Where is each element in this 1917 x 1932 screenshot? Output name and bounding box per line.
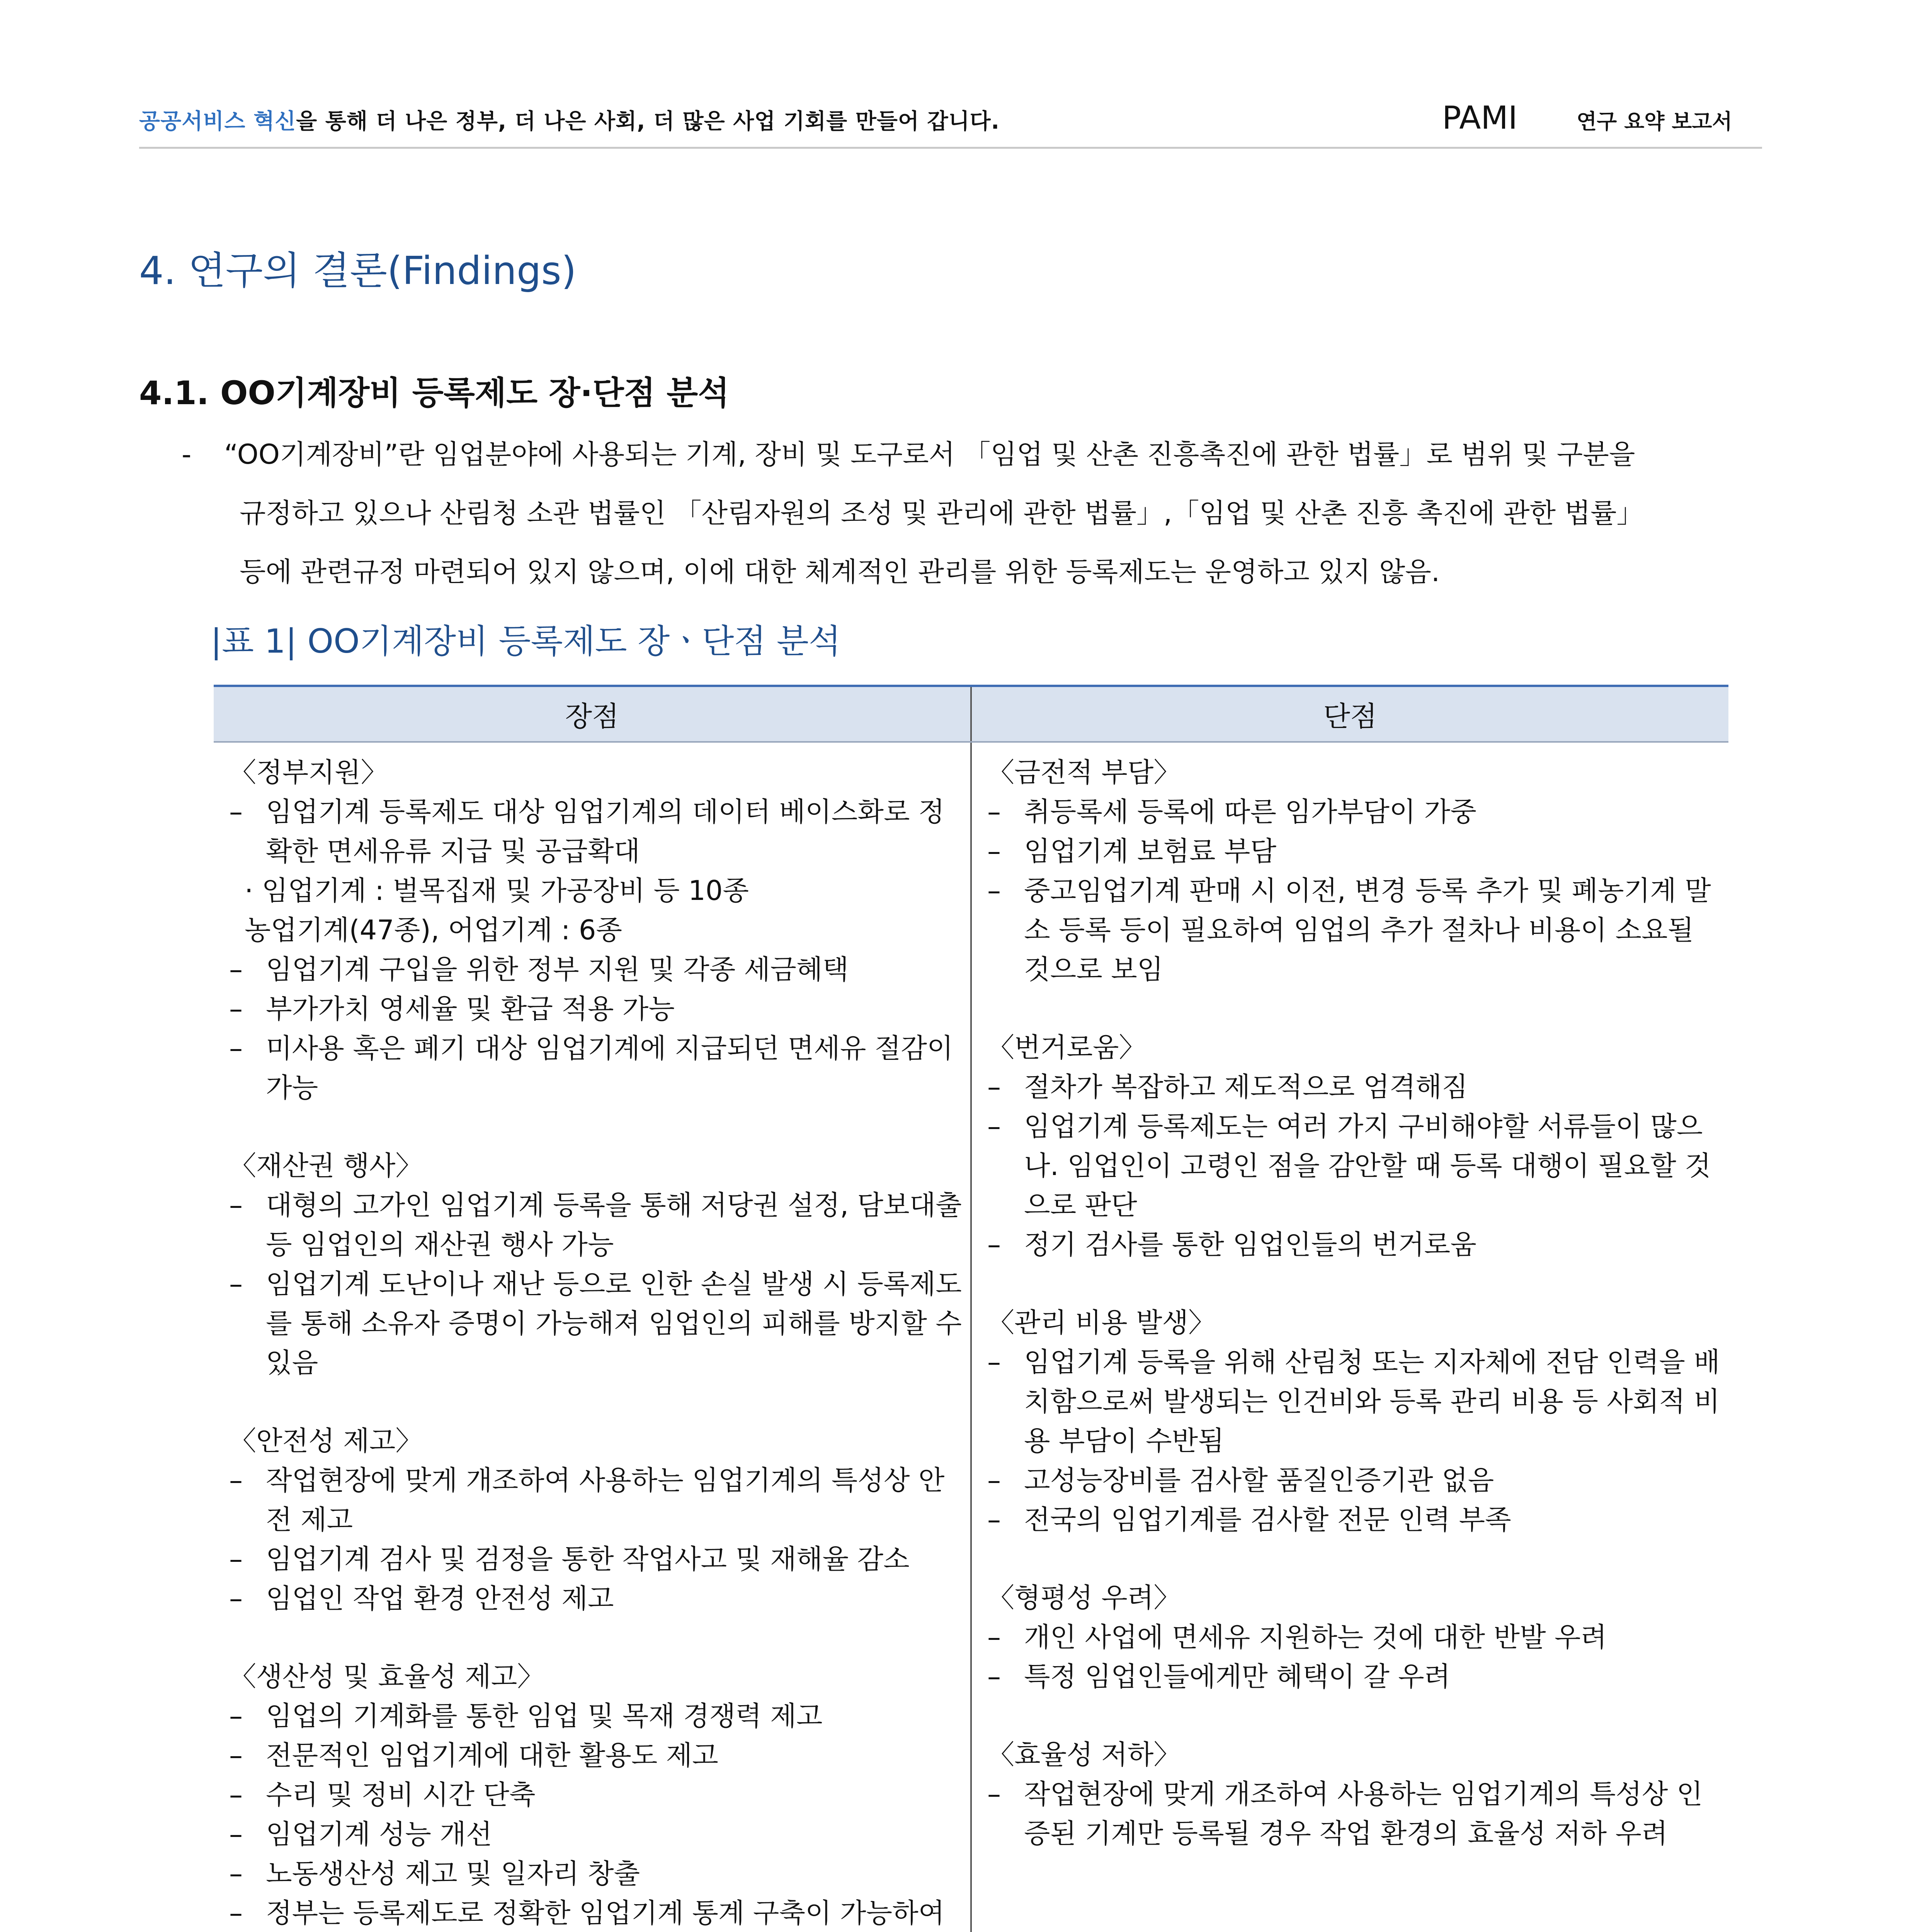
left-item: [229, 1775, 970, 1815]
item-dash: –: [229, 1543, 243, 1575]
item-dash: –: [987, 1464, 1001, 1496]
right-item: [987, 832, 1728, 871]
right-item-text: 중고임업기계 판매 시 이전, 변경 등록 추가 및 폐농기계 말소 등록 등이 필요하여 임업의 추가 절차나 비용이 소요될 것으로 보임: [1024, 875, 1711, 985]
item-dash: –: [987, 1504, 1001, 1536]
right-group-title: 〈효율성 저하〉: [987, 1739, 1181, 1770]
left-group: [229, 1657, 970, 1932]
left-item-text: 수리 및 정비 시간 단축: [266, 1779, 536, 1811]
item-dash: –: [987, 796, 1001, 828]
left-item-text: 노동생산성 제고 및 일자리 창출: [266, 1858, 640, 1889]
item-dash: –: [229, 1897, 243, 1929]
right-group: [987, 1578, 1728, 1696]
right-group: [987, 1303, 1728, 1539]
right-item: [987, 1107, 1728, 1225]
left-item: [229, 1893, 970, 1932]
right-group-title: 〈번거로움〉: [987, 1032, 1146, 1063]
item-dash: –: [229, 954, 243, 985]
item-dash: –: [229, 1032, 243, 1064]
pros-cons-table: [214, 685, 1728, 1932]
left-item-text: 전문적인 임업기계에 대한 활용도 제고: [266, 1740, 718, 1771]
item-dash: –: [229, 1700, 243, 1732]
header-cons: 단점: [971, 686, 1728, 742]
left-item-text: 작업현장에 맞게 개조하여 사용하는 임업기계의 특성상 안전 제고: [266, 1464, 945, 1536]
section-subtitle: 4.1. OO기계장비 등록제도 장·단점 분석: [139, 374, 730, 412]
left-item: [229, 1579, 970, 1618]
item-dash: –: [229, 1740, 243, 1771]
item-dash: –: [987, 1621, 1001, 1653]
left-group-title: 〈정부지원〉: [229, 757, 388, 788]
left-sub-item: · 임업기계 : 벌목집재 및 가공장비 등 10종: [245, 875, 749, 906]
right-item-text: 전국의 임업기계를 검사할 전문 인력 부족: [1024, 1504, 1511, 1536]
right-item-text: 절차가 복잡하고 제도적으로 엄격해짐: [1024, 1071, 1468, 1103]
header-brand: PAMI: [1442, 100, 1518, 136]
left-group-title: 〈재산권 행사〉: [229, 1150, 423, 1182]
table-caption: |표 1| OO기계장비 등록제도 장ㆍ단점 분석: [211, 622, 841, 661]
item-dash: –: [987, 1071, 1001, 1103]
right-item-text: 임업기계 등록제도는 여러 가지 구비해야할 서류들이 많으나. 임업인이 고령인 점을 감안할 때 등록 대행이 필요할 것으로 판단: [1024, 1111, 1711, 1221]
right-group: [987, 753, 1728, 989]
paragraph-line: 등에 관련규정 마련되어 있지 않으며, 이에 대한 체계적인 관리를 위한 등록제도는 운영하고 있지 않음.: [240, 556, 1440, 588]
right-item-text: 임업기계 보험료 부담: [1024, 835, 1277, 867]
right-item: [987, 1067, 1728, 1107]
right-item: [987, 1225, 1728, 1264]
right-group: [987, 1028, 1728, 1264]
left-group: [229, 1421, 970, 1618]
right-item: [987, 1774, 1728, 1853]
left-group: [229, 753, 970, 1107]
left-item: [229, 1696, 970, 1736]
left-item-text: 임업의 기계화를 통한 임업 및 목재 경쟁력 제고: [266, 1700, 823, 1732]
item-dash: –: [987, 835, 1001, 867]
right-item-text: 개인 사업에 면세유 지원하는 것에 대한 반발 우려: [1024, 1621, 1607, 1653]
item-dash: –: [229, 993, 243, 1025]
slogan-highlight: 공공서비스 혁신: [139, 109, 296, 134]
left-item-text: 임업기계 등록제도 대상 임업기계의 데이터 베이스화로 정확한 면세유류 지급 및 공급확대: [266, 796, 945, 867]
left-item-text: 정부는 등록제도로 정확한 임업기계 통계 구축이 가능하여: [266, 1897, 945, 1929]
right-item: [987, 1617, 1728, 1657]
table-header-row: [214, 686, 1728, 742]
left-sub-item: 농업기계(47종), 어업기계 : 6종: [245, 914, 623, 946]
right-item: [987, 1500, 1728, 1539]
header-report-type: 연구 요약 보고서: [1577, 109, 1732, 134]
left-group-title: 〈안전성 제고〉: [229, 1425, 423, 1457]
left-item: [229, 989, 970, 1029]
header-slogan: [139, 104, 1000, 135]
left-item-text: 부가가치 영세율 및 환급 적용 가능: [266, 993, 675, 1025]
section-title: 4. 연구의 결론(Findings): [139, 248, 577, 293]
left-item-text: 임업기계 성능 개선: [266, 1818, 492, 1850]
right-item-text: 고성능장비를 검사할 품질인증기관 없음: [1024, 1464, 1494, 1496]
right-item: [987, 1461, 1728, 1500]
slogan-rest: 을 통해 더 나은 정부, 더 나은 사회, 더 많은 사업 기회를 만들어 갑니다.: [296, 109, 1000, 134]
left-group: [229, 1146, 970, 1383]
right-item-text: 임업기계 등록을 위해 산림청 또는 지자체에 전담 인력을 배치함으로써 발생되는 인건비와 등록 관리 비용 등 사회적 비용 부담이 수반됨: [1024, 1346, 1720, 1457]
item-dash: –: [229, 1858, 243, 1889]
left-item: [229, 1539, 970, 1579]
item-dash: –: [229, 1189, 243, 1221]
right-group: [987, 1735, 1728, 1853]
right-item: [987, 792, 1728, 832]
item-dash: –: [987, 1346, 1001, 1378]
right-item-text: 특정 임업인들에게만 혜택이 갈 우려: [1024, 1661, 1451, 1692]
right-item: [987, 871, 1728, 989]
left-group-title: 〈생산성 및 효율성 제고〉: [229, 1661, 544, 1692]
right-group-title: 〈관리 비용 발생〉: [987, 1307, 1216, 1338]
left-item: [229, 1854, 970, 1893]
right-group-title: 〈형평성 우려〉: [987, 1582, 1181, 1614]
pros-cell: [214, 742, 971, 1932]
left-item: [229, 1736, 970, 1775]
cons-cell: [971, 742, 1728, 1932]
left-item: [229, 950, 970, 989]
left-item: [229, 1185, 970, 1264]
item-dash: –: [229, 1779, 243, 1811]
right-item: [987, 1342, 1728, 1461]
item-dash: –: [987, 1229, 1001, 1260]
item-dash: –: [987, 1661, 1001, 1692]
item-dash: –: [987, 875, 1001, 906]
paragraph-line: 규정하고 있으나 산림청 소관 법률인 「산림자원의 조성 및 관리에 관한 법률」,「임업 및 산촌 진흥 촉진에 관한 법률」: [240, 497, 1644, 529]
left-item-text: 임업인 작업 환경 안전성 제고: [266, 1583, 614, 1614]
header-pros: 장점: [214, 686, 971, 742]
left-item-text: 미사용 혹은 폐기 대상 임업기계에 지급되던 면세유 절감이 가능: [266, 1032, 953, 1104]
left-item-text: 대형의 고가인 임업기계 등록을 통해 저당권 설정, 담보대출 등 임업인의 재산권 행사 가능: [266, 1189, 962, 1260]
intro-paragraph: [182, 425, 1789, 601]
left-item: [229, 792, 970, 871]
right-item: [987, 1657, 1728, 1696]
left-item-text: 임업기계 구입을 위한 정부 지원 및 각종 세금혜택: [266, 954, 849, 985]
item-dash: –: [229, 1268, 243, 1300]
left-item: [229, 1461, 970, 1539]
right-group-title: 〈금전적 부담〉: [987, 757, 1181, 788]
item-dash: –: [229, 1583, 243, 1614]
left-item-text: 임업기계 검사 및 검정을 통한 작업사고 및 재해율 감소: [266, 1543, 910, 1575]
item-dash: –: [987, 1111, 1001, 1142]
item-dash: –: [229, 1818, 243, 1850]
right-item-text: 정기 검사를 통한 임업인들의 번거로움: [1024, 1229, 1476, 1260]
item-dash: –: [229, 796, 243, 828]
item-dash: –: [229, 1464, 243, 1496]
right-item-text: 취등록세 등록에 따른 임가부담이 가중: [1024, 796, 1476, 828]
paragraph-dash: -: [182, 439, 192, 470]
page-header: [139, 97, 1762, 149]
left-item: [229, 1264, 970, 1383]
left-item: [229, 1029, 970, 1107]
right-item-text: 작업현장에 맞게 개조하여 사용하는 임업기계의 특성상 인증된 기계만 등록될 경우 작업 환경의 효율성 저하 우려: [1024, 1778, 1703, 1849]
table-row: [214, 742, 1728, 1932]
paragraph-line: “OO기계장비”란 임업분야에 사용되는 기계, 장비 및 도구로서 「임업 및 산촌 진흥촉진에 관한 법률」로 범위 및 구분을: [224, 439, 1635, 470]
left-item: [229, 1815, 970, 1854]
left-item-text: 임업기계 도난이나 재난 등으로 인한 손실 발생 시 등록제도를 통해 소유자 증명이 가능해져 임업인의 피해를 방지할 수 있음: [266, 1268, 962, 1379]
item-dash: –: [987, 1778, 1001, 1810]
